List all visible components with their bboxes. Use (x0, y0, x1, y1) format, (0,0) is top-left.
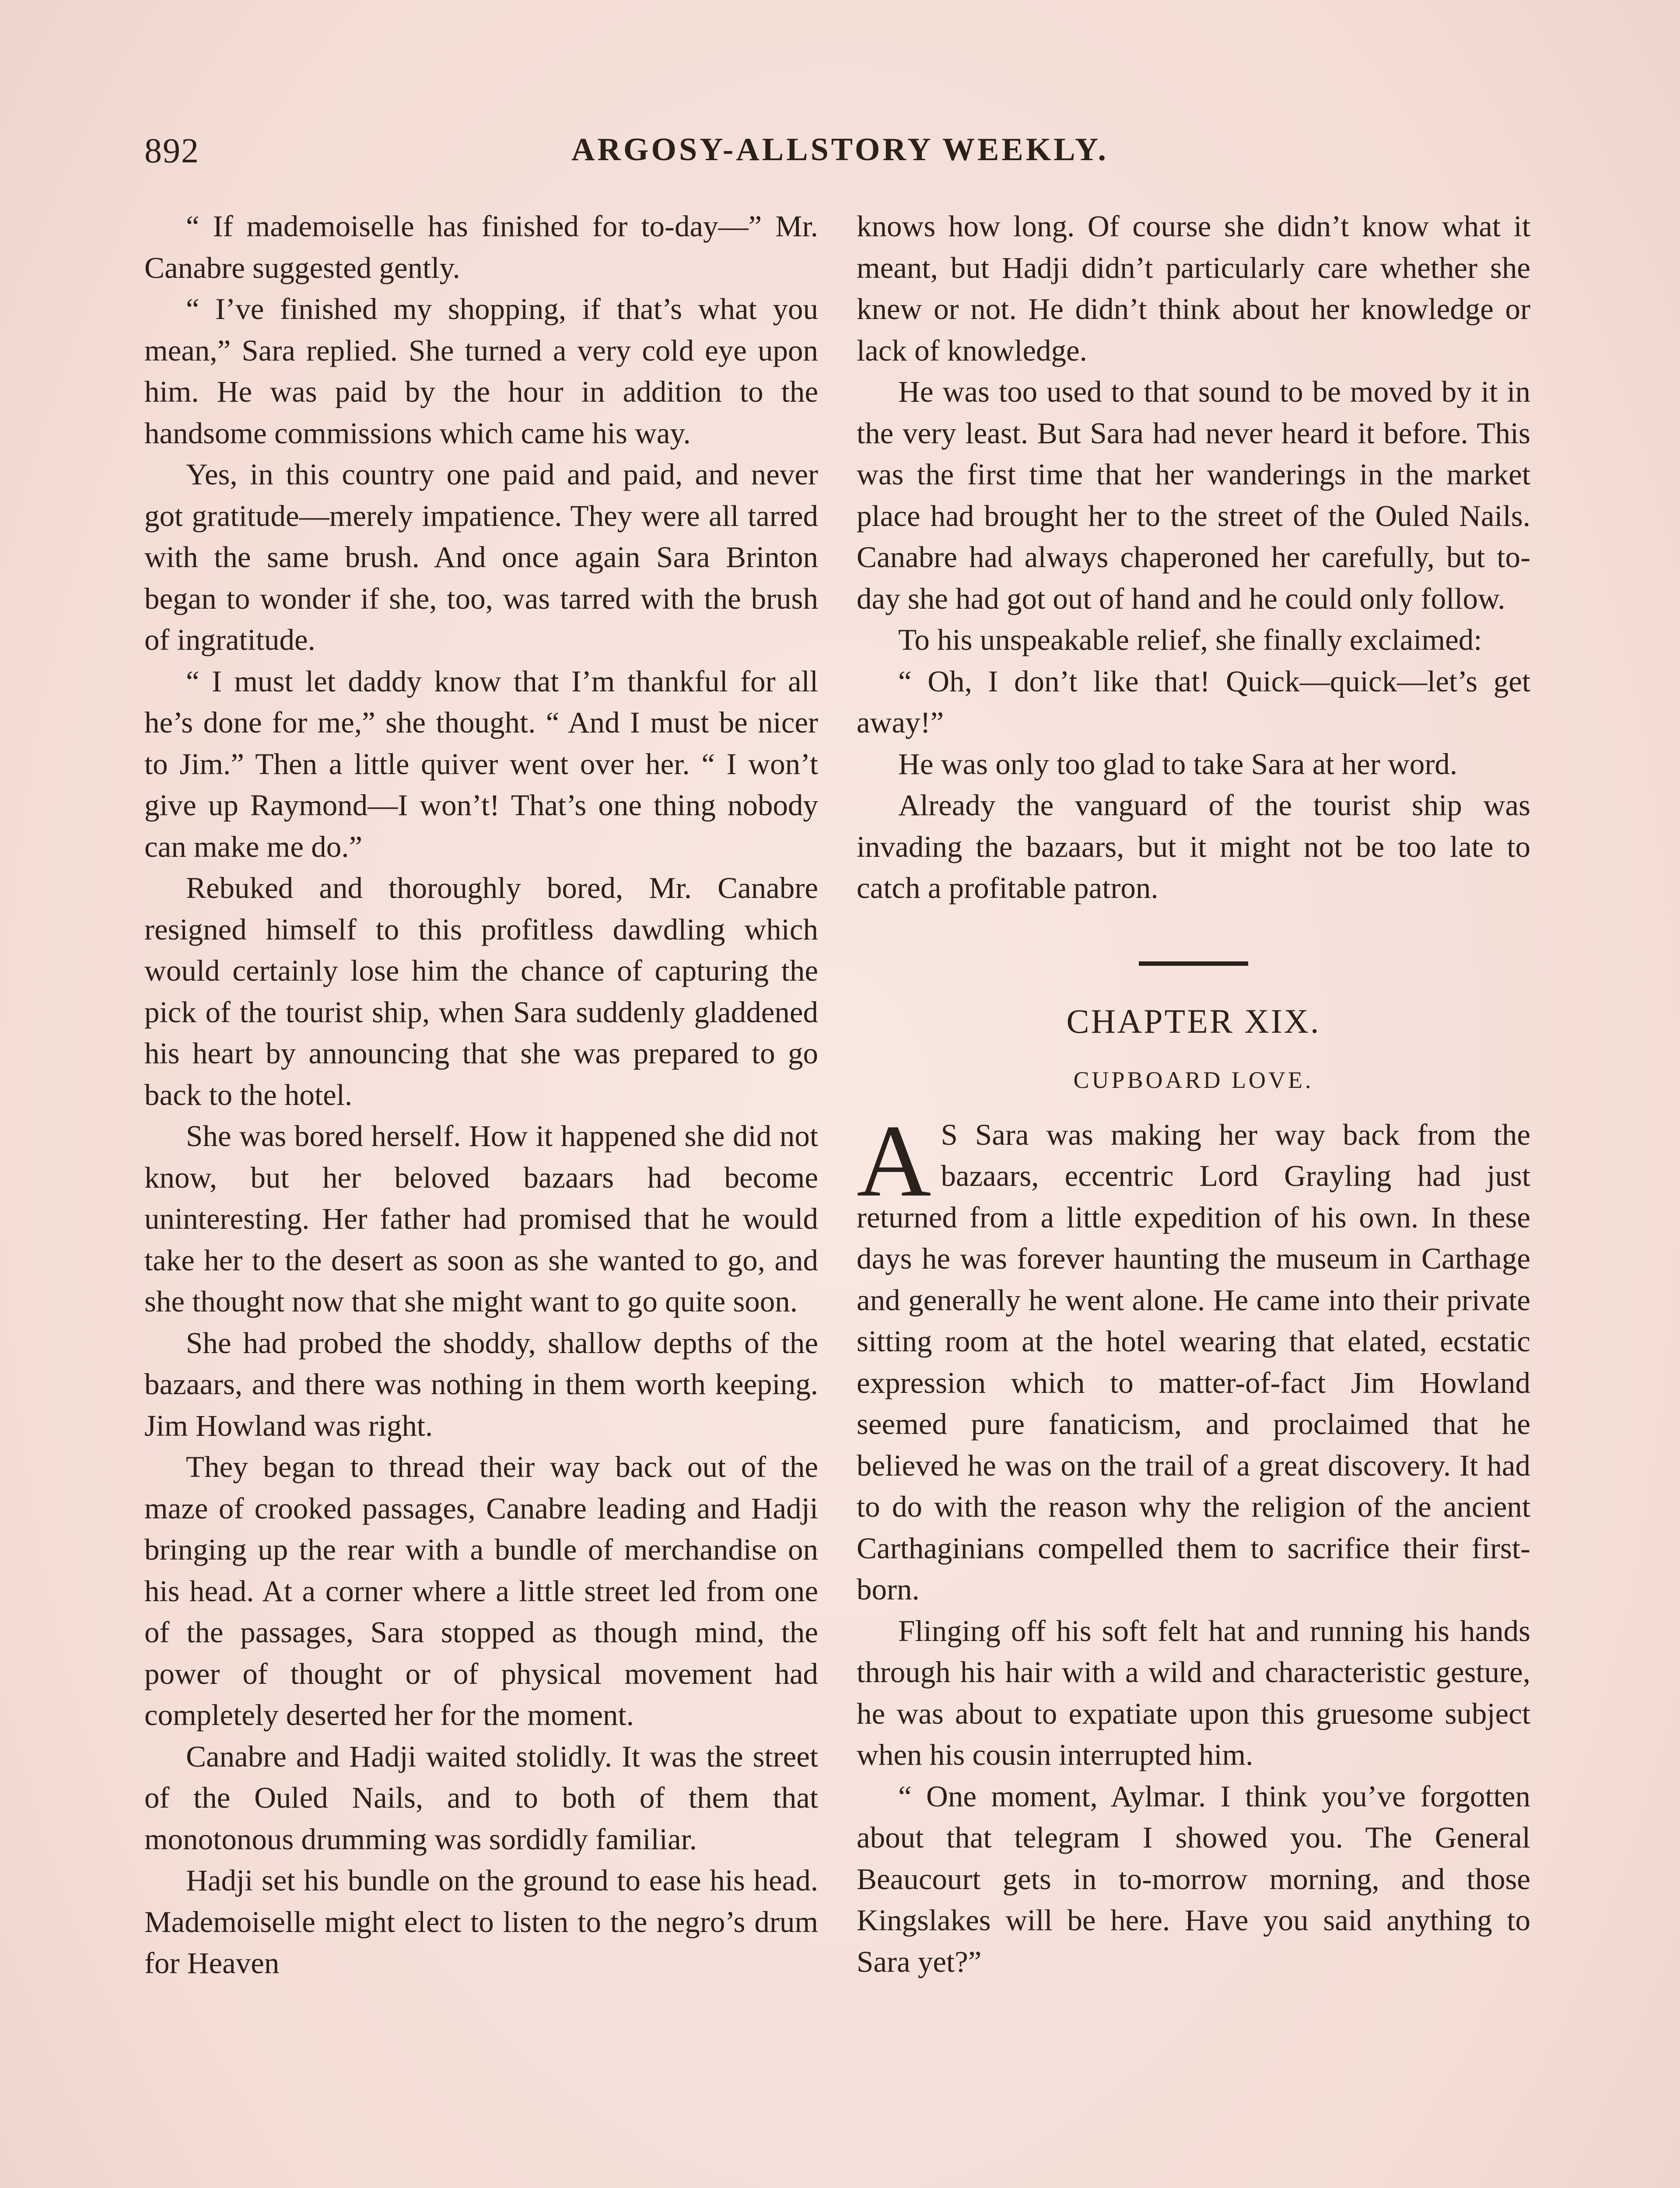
right-column (857, 206, 1530, 1982)
paragraph: Canabre and Hadji waited stolidly. It was the street of the Ouled Nails, and to both of them that monotonous drumming was sordidly familiar. (144, 1739, 818, 1856)
paragraph: Hadji set his bundle on the ground to ease his head. Mademoiselle might elect to listen to the negro’s drum for Heaven (144, 1864, 818, 1980)
section-divider (1139, 961, 1248, 966)
chapter-title: CHAPTER XIX. (1066, 1002, 1321, 1040)
chapter-opening-paragraph (857, 1104, 1530, 1610)
paragraph: She had probed the shoddy, shallow depths of the bazaars, and there was nothing in them worth keeping. Jim Howland was right. (144, 1326, 818, 1442)
paragraph: He was only too glad to take Sara at her word. (898, 747, 1458, 781)
chapter-subtitle: CUPBOARD LOVE. (1073, 1067, 1314, 1093)
paragraph: Rebuked and thoroughly bored, Mr. Canabre resigned himself to this profitless dawdling which would certainly lose him the chance of capturing the pick of the tourist ship, when Sara suddenly gladdened his heart by announcing that she was prepared to go back to the hotel. (144, 871, 818, 1112)
paragraph: “ I’ve finished my shopping, if that’s what you mean,” Sara replied. She turned a very cold eye upon him. He was paid by the hour in addition to the handsome commissions which came his way. (144, 292, 818, 450)
paragraph: Yes, in this country one paid and paid, and never got gratitude—merely impatience. They were all tarred with the same brush. And once again Sara Brinton began to wonder if she, too, was tarred with the brush of ingratitude. (144, 458, 818, 656)
paragraph: “ Oh, I don’t like that! Quick—quick—let’s get away!” (857, 664, 1530, 739)
paragraph: They began to thread their way back out of the maze of crooked passages, Canabre leading and Hadji bringing up the rear with a bundle of merchandise on his head. At a corner where a little street led from one of the passages, Sara stopped as though mind, the power of thought or of physical movement had completely deserted her for the moment. (144, 1450, 818, 1732)
paragraph: She was bored herself. How it happened she did not know, but her beloved bazaars had become uninteresting. Her father had promised that he would take her to the desert as soon as she wanted to go, and she thought now that she might want to go quite soon. (144, 1119, 818, 1318)
paragraph: Already the vanguard of the tourist ship was invading the bazaars, but it might not be too late to catch a profitable patron. (857, 789, 1530, 905)
paragraph-text: S Sara was making her way back from the bazaars, eccentric Lord Grayling had just returned from a little expedition of his own. In these days he was forever haunting the museum in Carthage and generally he went alone. He came into their private sitting room at the hotel wearing that elated, ecstatic expression which to matter-of-fact Jim Howland seemed pure fanaticism, and proclaimed that he believed he was on the trail of a great discovery. It had to do with the reason why the religion of the ancient Carthaginians compelled them to sacrifice their first-born. (857, 1118, 1530, 1606)
paragraph: “ If mademoiselle has finished for to-day—” Mr. Canabre suggested gently. (144, 210, 818, 284)
page-number: 892 (144, 132, 200, 170)
running-head: ARGOSY-ALLSTORY WEEKLY. (571, 132, 1109, 168)
paragraph: He was too used to that sound to be moved by it in the very least. But Sara had never heard it before. This was the first time that her wanderings in the market place had brought her to the street of the Ouled Nails. Canabre had always chaperoned her carefully, but to-day she had got out of hand and he could only follow. (857, 375, 1530, 615)
paragraph: To his unspeakable relief, she finally exclaimed: (898, 623, 1482, 656)
page-header (144, 131, 1536, 179)
paragraph: “ One moment, Aylmar. I think you’ve forgotten about that telegram I showed you. The General Beaucourt gets in to-morrow morning, and those Kingslakes will be here. Have you said anything to Sara yet?” (857, 1779, 1530, 1978)
left-column (144, 206, 818, 1984)
drop-cap: A (857, 1104, 931, 1218)
paragraph: knows how long. Of course she didn’t know what it meant, but Hadji didn’t particularly care whether she knew or not. He didn’t think about her knowledge or lack of knowledge. (857, 210, 1530, 367)
paragraph: “ I must let daddy know that I’m thankful for all he’s done for me,” she thought. “ And I must be nicer to Jim.” Then a little quiver went over her. “ I won’t give up Raymond—I won’t! That’s one thing nobody can make me do.” (144, 664, 818, 863)
paragraph: Flinging off his soft felt hat and running his hands through his hair with a wild and characteristic gesture, he was about to expatiate upon this gruesome subject when his cousin interrupted him. (857, 1614, 1530, 1771)
